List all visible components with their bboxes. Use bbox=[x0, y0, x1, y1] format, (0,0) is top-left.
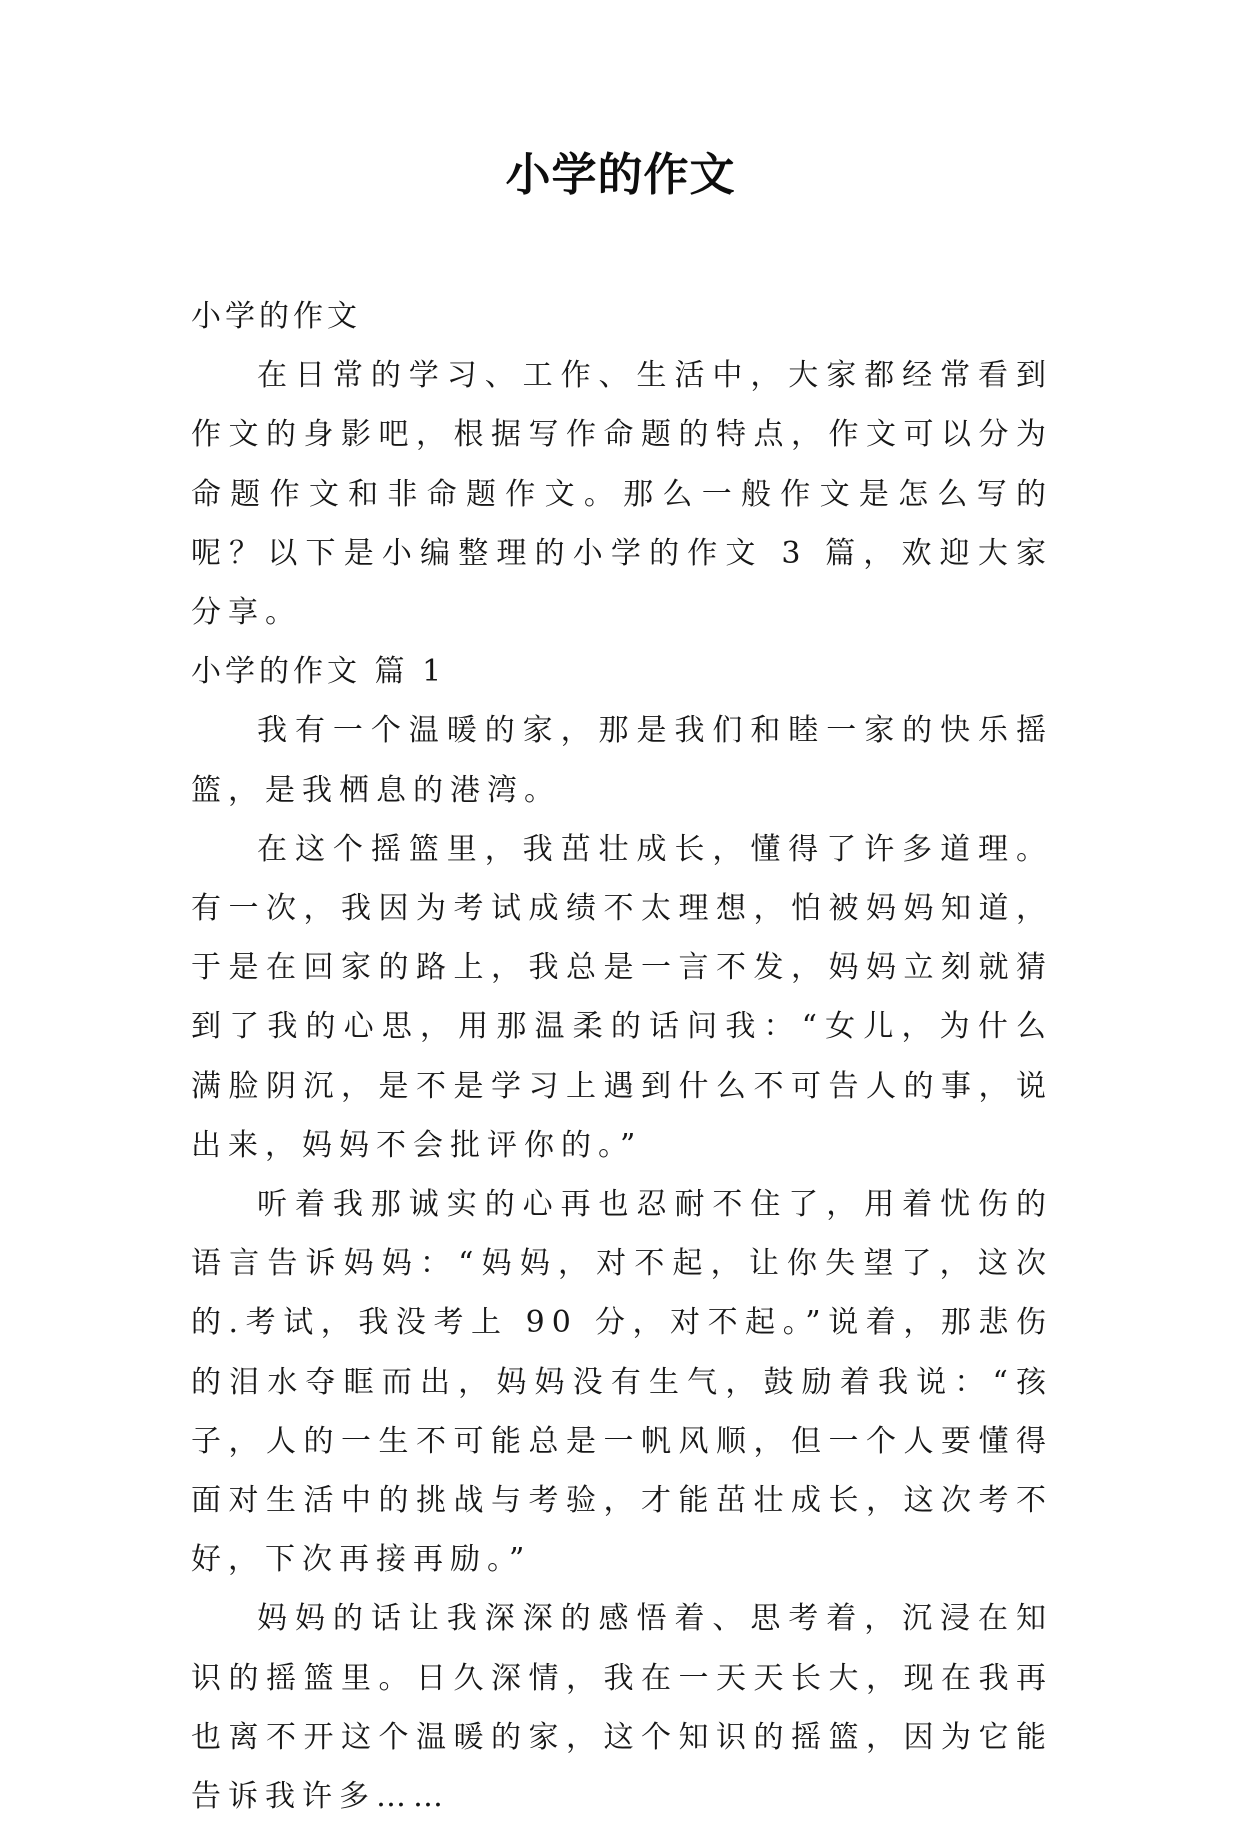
body-paragraph: 我有一个温暖的家，那是我们和睦一家的快乐摇篮，是我栖息的港湾。 bbox=[191, 713, 1053, 808]
body-paragraph: 在这个摇篮里，我茁壮成长，懂得了许多道理。有一次，我因为考试成绩不太理想，怕被妈妈知道，于是在回家的路上，我总是一言不发，妈妈立刻就猜到了我的心思，用那温柔的话问我：“女儿，为什么满脸阴沉，是不是学习上遇到什么不可告人的事，说出来，妈妈不会批评你的。” bbox=[191, 831, 1053, 1163]
document-body bbox=[191, 287, 1053, 1826]
document-title: 小学的作文 bbox=[505, 148, 736, 201]
body-paragraph: 在日常的学习、工作、生活中，大家都经常看到作文的身影吧，根据写作命题的特点，作文可以分为命题作文和非命题作文。那么一般作文是怎么写的呢？以下是小编整理的小学的作文 3 篇，欢迎大家分享。 bbox=[191, 358, 1053, 631]
body-paragraph: 妈妈的话让我深深的感悟着、思考着，沉浸在知识的摇篮里。日久深情，我在一天天长大，现在我再也离不开这个温暖的家，这个知识的摇篮，因为它能告诉我许多…… bbox=[191, 1601, 1053, 1815]
section-heading: 小学的作文 篇 1 bbox=[191, 654, 446, 690]
section-heading: 小学的作文 bbox=[191, 299, 361, 334]
body-paragraph: 听着我那诚实的心再也忍耐不住了，用着忧伤的语言告诉妈妈：“妈妈，对不起，让你失望了，这次的.考试，我没考上 90 分，对不起。”说着，那悲伤的泪水夺眶而出，妈妈没有生气，鼓励着我说：“孩子，人的一生不可能总是一帆风顺，但一个人要懂得面对生活中的挑战与考验，才能茁壮成长，这次考不好，下次再接再励。” bbox=[191, 1187, 1053, 1578]
